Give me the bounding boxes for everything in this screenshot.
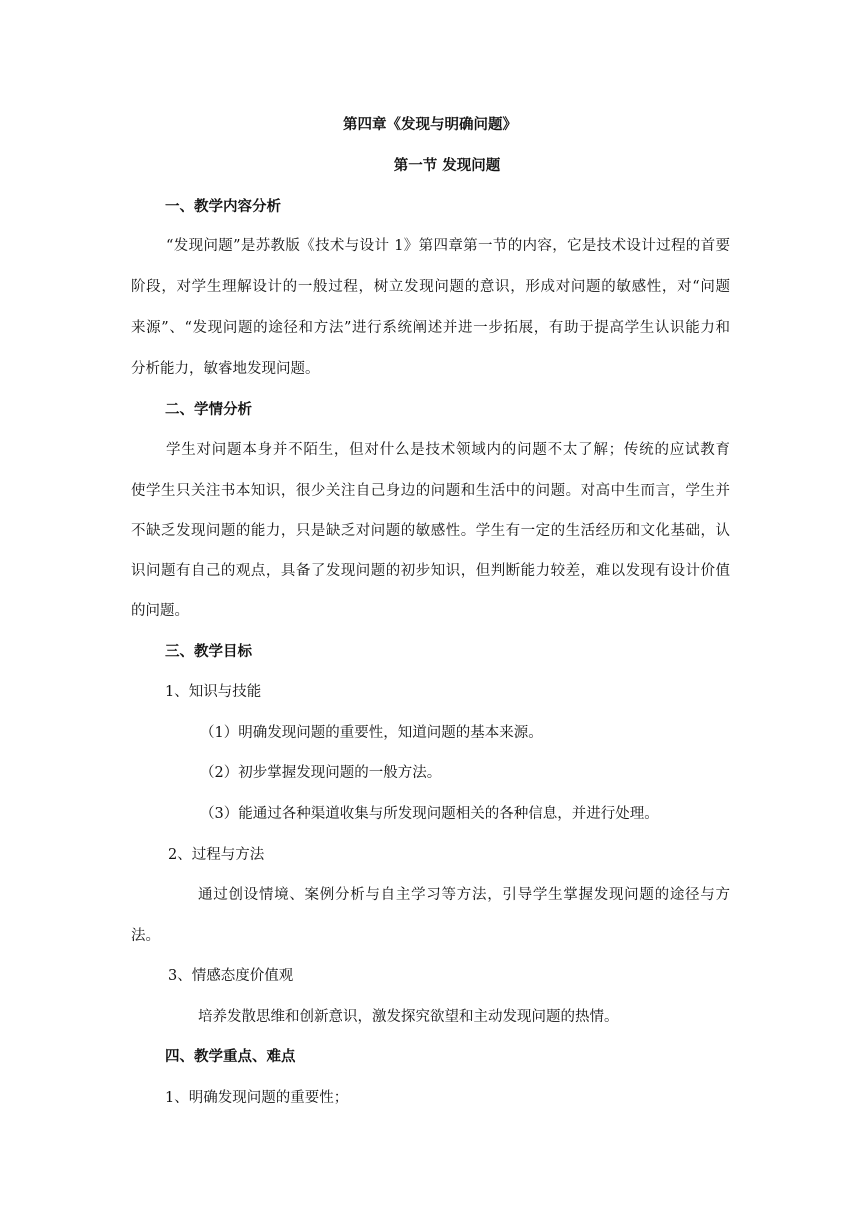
chapter-title: 第四章《发现与明确问题》	[343, 117, 517, 133]
paragraph-line: 法。	[131, 928, 160, 944]
paragraph-line: 分析能力，敏睿地发现问题。	[131, 361, 320, 377]
paragraph-line: 的问题。	[131, 603, 189, 619]
paragraph-line: 不缺乏发现问题的能力，只是缺乏对问题的敏感性。学生有一定的生活经历和文化基础，认	[131, 523, 730, 539]
section-heading-content-analysis: 一、教学内容分析	[165, 199, 281, 215]
goal-item: （2）初步掌握发现问题的一般方法。	[200, 765, 442, 781]
goal-item: （1）明确发现问题的重要性，知道问题的基本来源。	[200, 725, 543, 741]
paragraph-line: 使学生只关注书本知识，很少关注自己身边的问题和生活中的问题。对高中生而言，学生并	[131, 483, 730, 499]
section-heading-teaching-goals: 三、教学目标	[165, 644, 252, 660]
goal-heading-emotions-values: 3、情感态度价值观	[168, 968, 294, 984]
paragraph-line: 识问题有自己的观点，具备了发现问题的初步知识，但判断能力较差，难以发现有设计价值	[131, 563, 730, 579]
section-heading-student-analysis: 二、学情分析	[165, 402, 252, 418]
goal-heading-knowledge-skills: 1、知识与技能	[165, 684, 262, 700]
goal-heading-process-methods: 2、过程与方法	[168, 847, 265, 863]
paragraph-line: 培养发散思维和创新意识，激发探究欲望和主动发现问题的热情。	[198, 1009, 619, 1025]
paragraph-line: 阶段，对学生理解设计的一般过程，树立发现问题的意识，形成对问题的敏感性，对“问题	[131, 279, 730, 295]
paragraph-line: 通过创设情境、案例分析与自主学习等方法，引导学生掌握发现问题的途径与方	[198, 887, 730, 903]
section-heading-key-points: 四、教学重点、难点	[165, 1049, 296, 1065]
paragraph-line: “发现问题”是苏教版《技术与设计 1》第四章第一节的内容，它是技术设计过程的首要	[166, 238, 730, 254]
section-title: 第一节 发现问题	[393, 158, 501, 174]
key-point-item: 1、明确发现问题的重要性；	[165, 1090, 349, 1106]
goal-item: （3）能通过各种渠道收集与所发现问题相关的各种信息，并进行处理。	[200, 806, 659, 822]
paragraph-line: 来源”、“发现问题的途径和方法”进行系统阐述并进一步拓展，有助于提高学生认识能力和	[131, 320, 730, 336]
paragraph-line: 学生对问题本身并不陌生，但对什么是技术领域内的问题不太了解；传统的应试教育	[166, 442, 730, 458]
